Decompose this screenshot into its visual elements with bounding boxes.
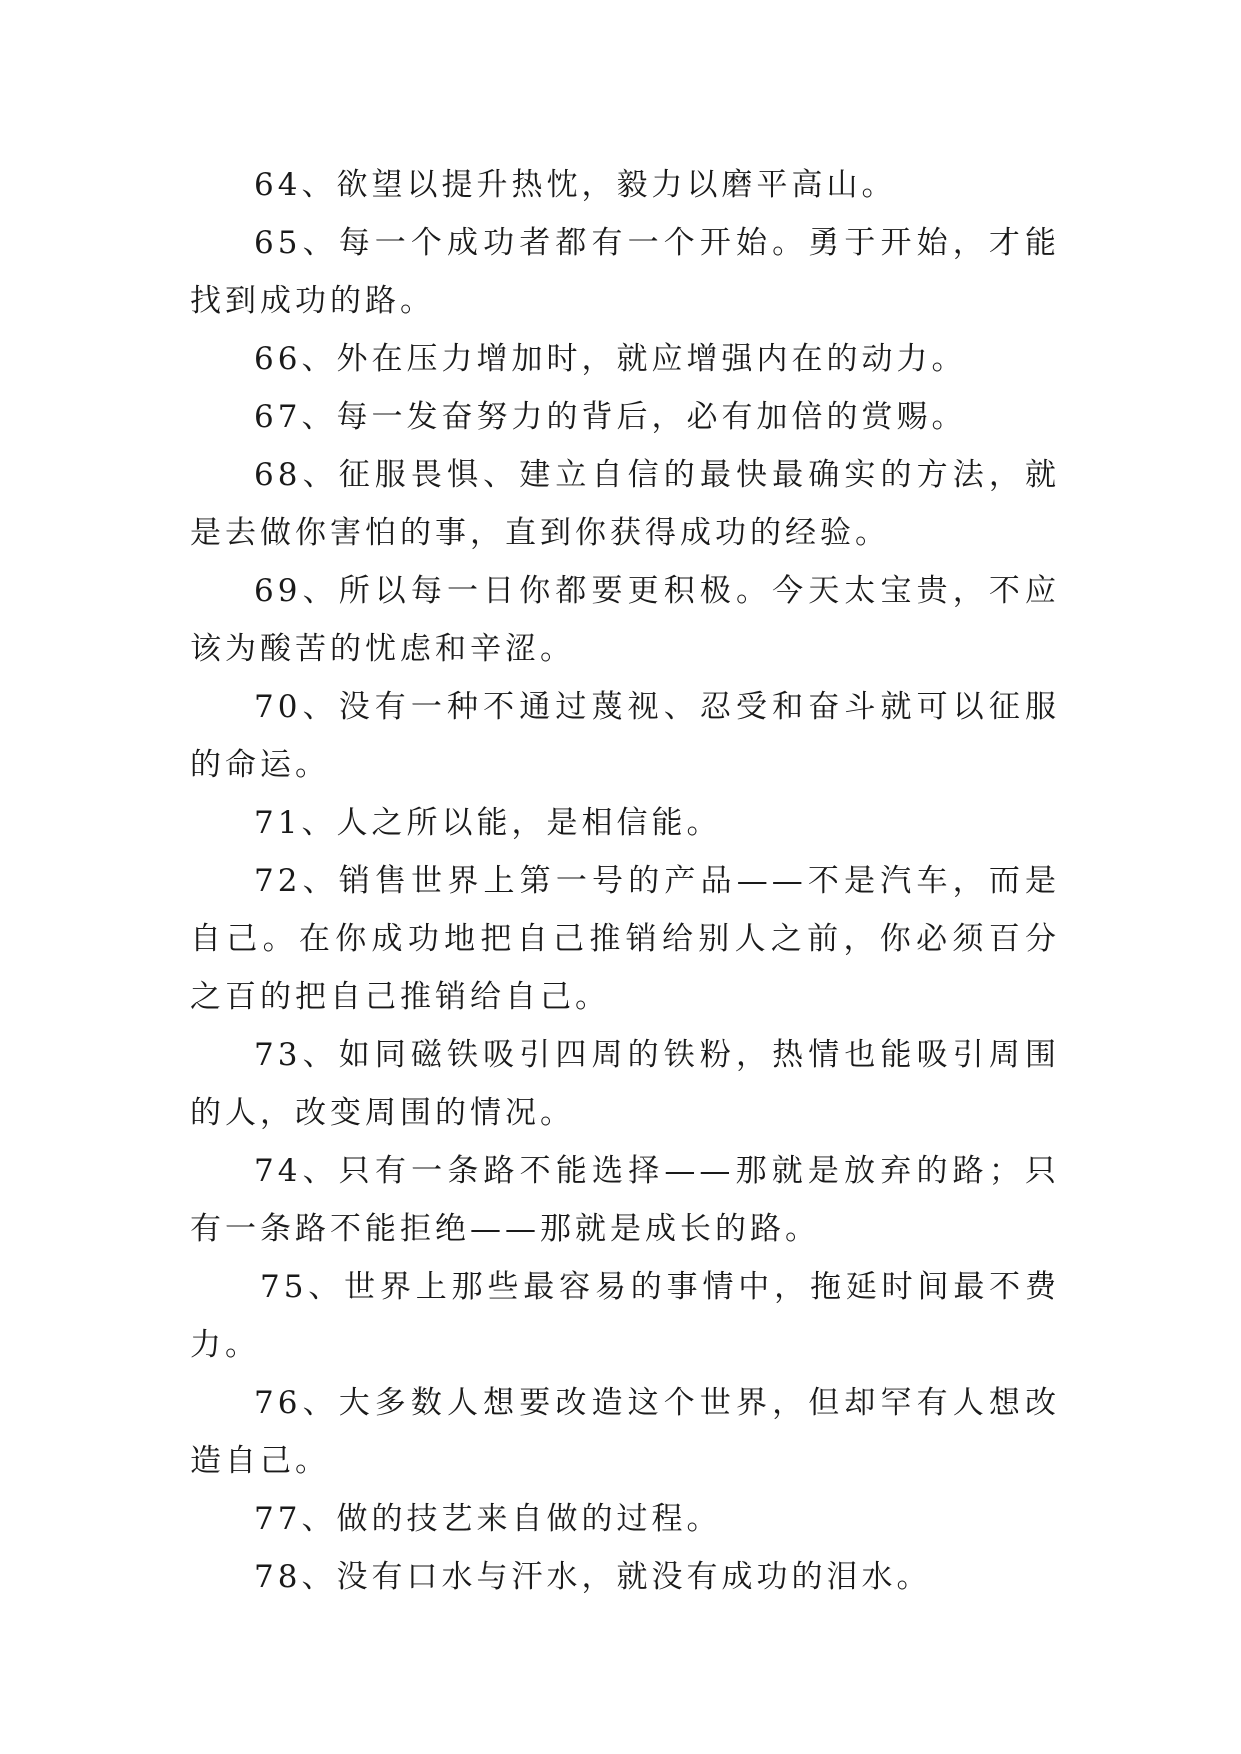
paragraph-75: 75、世界上那些最容易的事情中，拖延时间最不费力。 [190,1269,1060,1363]
paragraph-65: 65、每一个成功者都有一个开始。勇于开始，才能找到成功的路。 [190,225,1060,319]
paragraph-76: 76、大多数人想要改造这个世界，但却罕有人想改造自己。 [190,1385,1060,1479]
paragraph-70: 70、没有一种不通过蔑视、忍受和奋斗就可以征服的命运。 [190,689,1060,783]
paragraph-72: 72、销售世界上第一号的产品——不是汽车，而是自己。在你成功地把自己推销给别人之前，你必须百分之百的把自己推销给自己。 [190,863,1060,1015]
paragraph-71: 71、人之所以能，是相信能。 [254,805,722,841]
paragraph-73: 73、如同磁铁吸引四周的铁粉，热情也能吸引周围的人，改变周围的情况。 [190,1037,1060,1131]
document-body [190,156,1060,1606]
paragraph-64: 64、欲望以提升热忱，毅力以磨平高山。 [254,167,897,203]
paragraph-66: 66、外在压力增加时，就应增强内在的动力。 [254,341,967,377]
paragraph-74: 74、只有一条路不能选择——那就是放弃的路；只有一条路不能拒绝——那就是成长的路。 [190,1153,1060,1247]
paragraph-68: 68、征服畏惧、建立自信的最快最确实的方法，就是去做你害怕的事，直到你获得成功的经验。 [190,457,1060,551]
paragraph-77: 77、做的技艺来自做的过程。 [254,1501,722,1537]
paragraph-69: 69、所以每一日你都要更积极。今天太宝贵，不应该为酸苦的忧虑和辛涩。 [190,573,1060,667]
paragraph-67: 67、每一发奋努力的背后，必有加倍的赏赐。 [254,399,967,435]
paragraph-78: 78、没有口水与汗水，就没有成功的泪水。 [254,1559,932,1595]
